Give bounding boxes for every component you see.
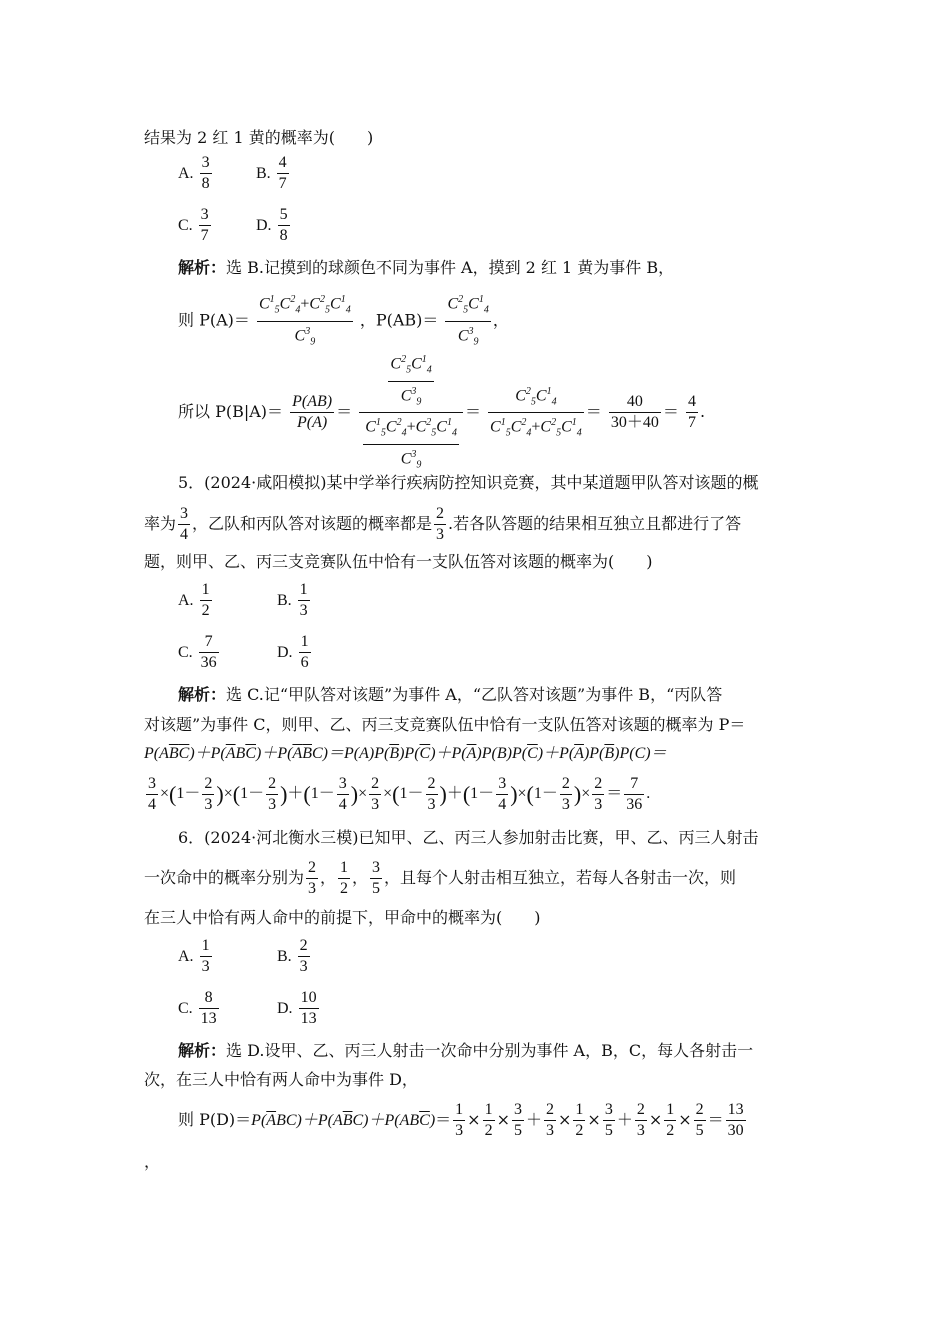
analysis-label: 解析：: [178, 685, 227, 704]
fraction: $\frac{3}{5}$: [372, 859, 381, 897]
option-label: C.: [178, 643, 193, 661]
formula-prefix: 则 P(D)＝: [178, 1110, 252, 1129]
q6-stem-line2: 一次命中的概率分别为 $\frac{2}{3}$ ， $\frac{1}{2}$ ， $\frac{3}{5}$ ，且每个人射击相互独立，若每人各射击一次，则: [144, 859, 737, 897]
analysis-label: 解析：: [178, 258, 227, 277]
q5-option-b[interactable]: [277, 580, 312, 621]
q6-analysis-line1: [178, 1039, 753, 1063]
fraction: $\frac{1}{2}$: [340, 859, 349, 897]
option-label: B.: [256, 164, 271, 182]
option-fraction: $\frac{1}{2}$: [201, 581, 210, 619]
analysis-text: 选 B.记摸到的球颜色不同为事件 A，摸到 2 红 1 黄为事件 B，: [226, 258, 675, 277]
option-label: C.: [178, 216, 193, 234]
option-fraction: $\frac{1}{6}$: [300, 633, 309, 671]
option-label: C.: [178, 999, 193, 1017]
text: .若各队答题的结果相互独立且都进行了答: [448, 514, 742, 533]
q6-stem-line1: 6．(2024·河北衡水三模)已知甲、乙、丙三人参加射击比赛，甲、乙、丙三人射击: [178, 828, 759, 847]
analysis-text: 选 D.设甲、乙、丙三人射击一次命中分别为事件 A，B，C，每人各射击一: [226, 1041, 754, 1060]
q6-option-d[interactable]: [277, 988, 321, 1029]
option-fraction: $\frac{5}{8}$: [279, 206, 288, 244]
text: ，且每个人射击相互独立，若每人各射击一次，则: [384, 868, 737, 887]
analysis-label: 解析：: [178, 1041, 227, 1060]
conditional-fraction: $\frac{P(AB)}{P(A)}$: [292, 393, 333, 432]
simplified-fraction: $\frac{C^2_5C^1_4}{C^1_5C^2_4+C^2_5C^1_4}$: [488, 382, 584, 444]
formula-mid: ，P(AB)＝: [359, 310, 439, 330]
q4-option-b[interactable]: [256, 153, 291, 194]
option-fraction: $\frac{1}{3}$: [299, 581, 308, 619]
option-label: D.: [256, 216, 272, 234]
final-fraction: $\frac{13}{30}$: [727, 1101, 744, 1139]
text: ，乙队和丙队答对该题的概率都是: [192, 514, 433, 533]
q5-stem-line1: 5．(2024·咸阳模拟)某中学举行疾病防控知识竞赛，其中某道题甲队答对该题的概: [178, 473, 759, 492]
option-label: D.: [277, 999, 293, 1017]
option-fraction: $\frac{2}{3}$: [299, 937, 308, 975]
text: 一次命中的概率分别为: [144, 868, 305, 887]
compound-fraction: $\frac{\frac{C^2_5C^1_4}{C^3_9}}{\frac{C^1_5C^2_4+C^2_5C^1_4}{C^3_9}}$: [359, 350, 463, 475]
option-fraction: $\frac{4}{7}$: [278, 154, 287, 192]
fraction: $\frac{2}{3}$: [436, 505, 445, 543]
option-label: A.: [178, 947, 194, 965]
option-fraction: $\frac{8}{13}$: [200, 989, 217, 1027]
q4-option-c[interactable]: [178, 205, 213, 246]
formula-prefix: 则 P(A)＝: [178, 310, 250, 330]
option-label: B.: [277, 947, 292, 965]
q6-option-b[interactable]: [277, 936, 312, 977]
pab-fraction: $\frac{C^2_5C^1_4}{C^3_9}$: [445, 290, 490, 352]
q5-option-a[interactable]: [178, 580, 214, 621]
q5-option-d[interactable]: [277, 632, 313, 673]
q5-analysis-line3: $P(A\overline{B}\overline{C})+P(\overline{A}B\overline{C})+P(\overline{A}\overline{B}C)=P(A)P(\overline{B})P(\overline{C})+P(\overline{A})P(B)P(\overline{C})+P(\overline{A})P(\overline{B})P(C)=$: [144, 745, 667, 762]
option-fraction: $\frac{3}{8}$: [201, 154, 210, 192]
q4-analysis-line2: 则 P(A)＝ $\frac{C^1_5C^2_4+C^2_5C^1_4}{C^3_9}$ ，P(AB)＝ $\frac{C^2_5C^1_4}{C^3_9}$ ，: [178, 290, 509, 352]
q6-stem-line3: 在三人中恰有两人命中的前提下，甲命中的概率为( ): [144, 908, 541, 927]
q6-option-c[interactable]: [178, 988, 221, 1029]
q4-option-a[interactable]: [178, 153, 214, 194]
final-fraction: $\frac{7}{36}$: [626, 774, 643, 813]
q5-stem-line3: 题，则甲、乙、丙三支竞赛队伍中恰有一支队伍答对该题的概率为( ): [144, 552, 653, 571]
q6-analysis-line3: 则 $P(D)=P(\overline{A}BC)+P(A\overline{B}C)+P(AB\overline{C})=$ $\frac{1}{3}$ × $\frac{1}{2}$ × $\frac{3}{5}$ ＋ $\frac{2}{3}$ × $\frac{1}{2}$ × $\frac{3}{5}$ ＋ $\frac{2}{3}$ × $\frac{1}{2}$ × $\frac{2}{5}$ ＝ $\frac{13}{30}$: [178, 1101, 744, 1139]
pa-fraction: $\frac{C^1_5C^2_4+C^2_5C^1_4}{C^3_9}$: [257, 290, 353, 352]
numeric-fraction: $\frac{40}{30+40}$: [610, 393, 659, 432]
q4-option-d[interactable]: [256, 205, 292, 246]
option-fraction: $\frac{7}{36}$: [200, 633, 217, 671]
q6-analysis-line2: 次，在三人中恰有两人命中为事件 D，: [144, 1070, 418, 1089]
option-label: D.: [277, 643, 293, 661]
q4-analysis-line3: 所以 P(B|A)＝ $\frac{P(AB)}{P(A)}$ ＝ $\frac{\frac{C^2_5C^1_4}{C^3_9}}{\frac{C^1_5C^2_4+C^2_5C^1_4}{C^3_9}}$ ＝ $\frac{C^2_5C^1_4}{C^1_5C^2_4+C^2_5C^1_4}$ ＝ $\frac{40}{30+40}$ ＝ $\frac{4}{7}$ .: [178, 350, 705, 475]
q5-analysis-line2: 对该题”为事件 C，则甲、乙、丙三支竞赛队伍中恰有一支队伍答对该题的概率为 P＝: [144, 715, 746, 734]
option-fraction: $\frac{10}{13}$: [300, 989, 317, 1027]
q6-option-a[interactable]: [178, 936, 214, 977]
q4-analysis-line1: [178, 256, 674, 280]
option-fraction: $\frac{3}{7}$: [200, 206, 209, 244]
formula-prefix: 所以 P(B|A)＝: [178, 402, 284, 422]
fraction: $\frac{3}{4}$: [180, 505, 189, 543]
option-fraction: $\frac{1}{3}$: [201, 937, 210, 975]
fraction: $\frac{2}{3}$: [308, 859, 317, 897]
q5-analysis-line4: $\frac{3}{4}$ ×(1－ $\frac{2}{3}$ )×(1－ $\frac{2}{3}$ )＋(1－ $\frac{3}{4}$ )× $\frac{2}{3}$ ×(1－ $\frac{2}{3}$ )＋(1－ $\frac{3}{4}$ )×(1－ $\frac{2}{3}$ )× $\frac{2}{3}$ ＝ $\frac{7}{36}$ .: [148, 774, 651, 813]
option-label: A.: [178, 591, 194, 609]
text: 率为: [144, 514, 177, 533]
q5-option-c[interactable]: [178, 632, 221, 673]
option-label: A.: [178, 164, 194, 182]
analysis-text: 选 C.记“甲队答对该题”为事件 A，“乙队答对该题”为事件 B，“丙队答: [226, 685, 723, 704]
q5-analysis-line1: [178, 683, 722, 707]
q5-stem-line2: [144, 502, 741, 546]
q4-stem-end: 结果为 2 红 1 黄的概率为( ): [144, 128, 374, 147]
final-fraction: $\frac{4}{7}$: [687, 393, 696, 432]
option-label: B.: [277, 591, 292, 609]
q6-trailing: ，: [144, 1152, 161, 1171]
